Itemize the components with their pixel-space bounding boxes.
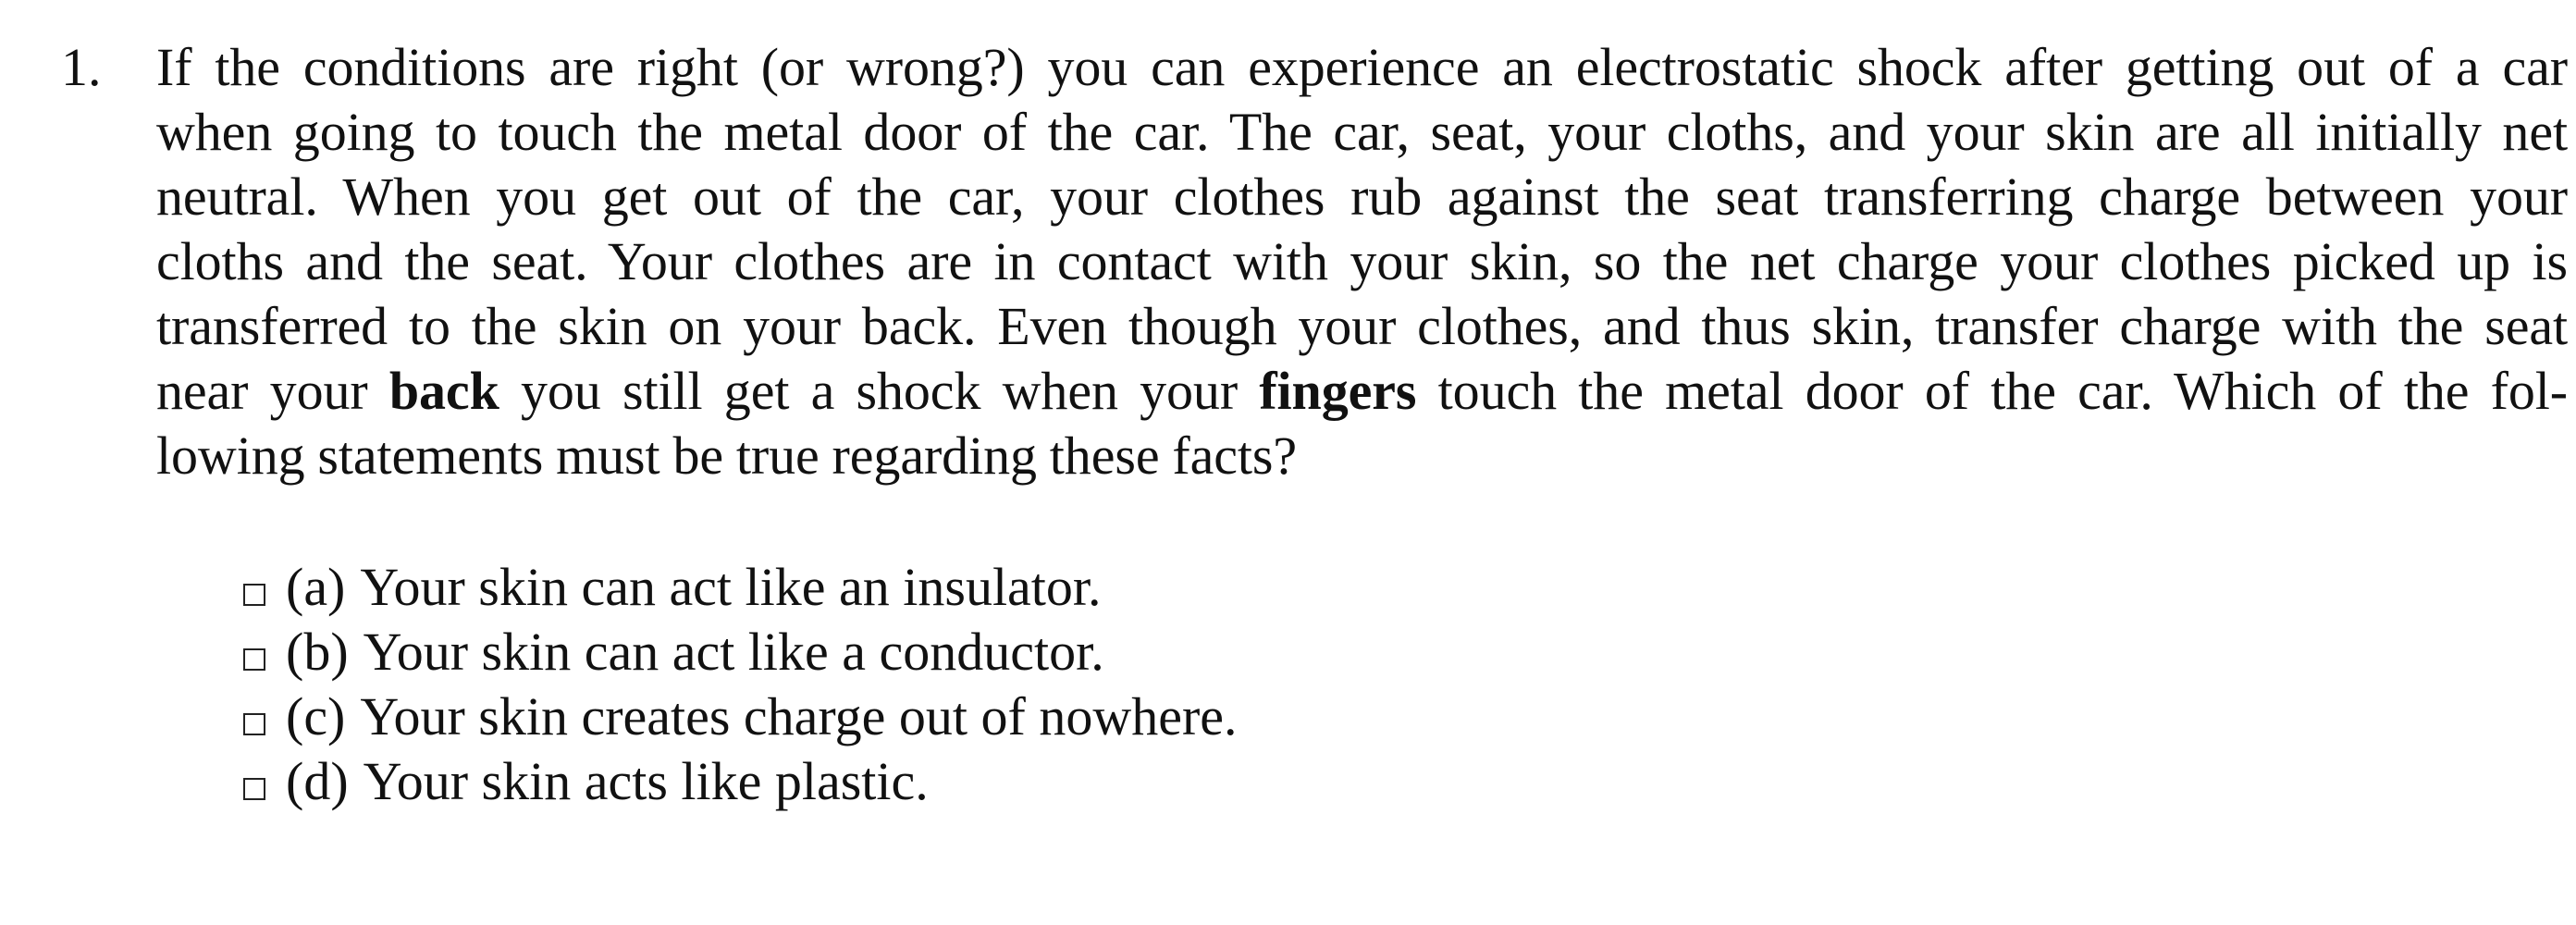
emphasis-fingers: fingers [1259,361,1417,421]
question-line: lowing statements must be true regarding these facts? [156,426,1297,486]
answer-options [243,555,1238,814]
option-a[interactable] [243,555,1238,620]
option-letter: (b) [286,622,349,682]
question-text-segment: you still get a shock when your [499,361,1260,421]
option-letter: (d) [286,751,349,811]
question-line: neutral. When you get out of the car, your clothes rub against the seat transferring charge between your [156,166,2568,227]
checkbox-icon[interactable] [243,713,265,735]
question-text-segment: near your [156,361,389,421]
question-text-segment: touch the metal door of the car. Which of the fol- [1416,361,2568,421]
option-letter: (c) [286,686,346,746]
option-b[interactable] [243,620,1238,684]
emphasis-back: back [388,361,499,421]
question-number: 1. [61,37,102,97]
question-line [156,359,2568,424]
question-text [156,35,2568,488]
option-text: Your skin acts like plastic. [363,751,929,811]
checkbox-icon[interactable] [243,584,265,606]
checkbox-icon[interactable] [243,778,265,800]
question-line: when going to touch the metal door of the car. The car, seat, your cloths, and your skin are all initially net [156,102,2568,162]
option-text: Your skin creates charge out of nowhere. [360,686,1238,746]
question-line: transferred to the skin on your back. Even though your clothes, and thus skin, transfer charge with the seat [156,296,2568,356]
option-text: Your skin can act like an insulator. [360,557,1102,617]
option-d[interactable] [243,749,1238,814]
question-line: cloths and the seat. Your clothes are in contact with your skin, so the net charge your clothes picked up is [156,231,2568,291]
option-text: Your skin can act like a conductor. [363,622,1104,682]
option-c[interactable] [243,684,1238,749]
question-block [61,35,2568,488]
checkbox-icon[interactable] [243,648,265,671]
option-letter: (a) [286,557,346,617]
question-line: If the conditions are right (or wrong?) you can experience an electrostatic shock after getting out of a car [156,37,2568,97]
